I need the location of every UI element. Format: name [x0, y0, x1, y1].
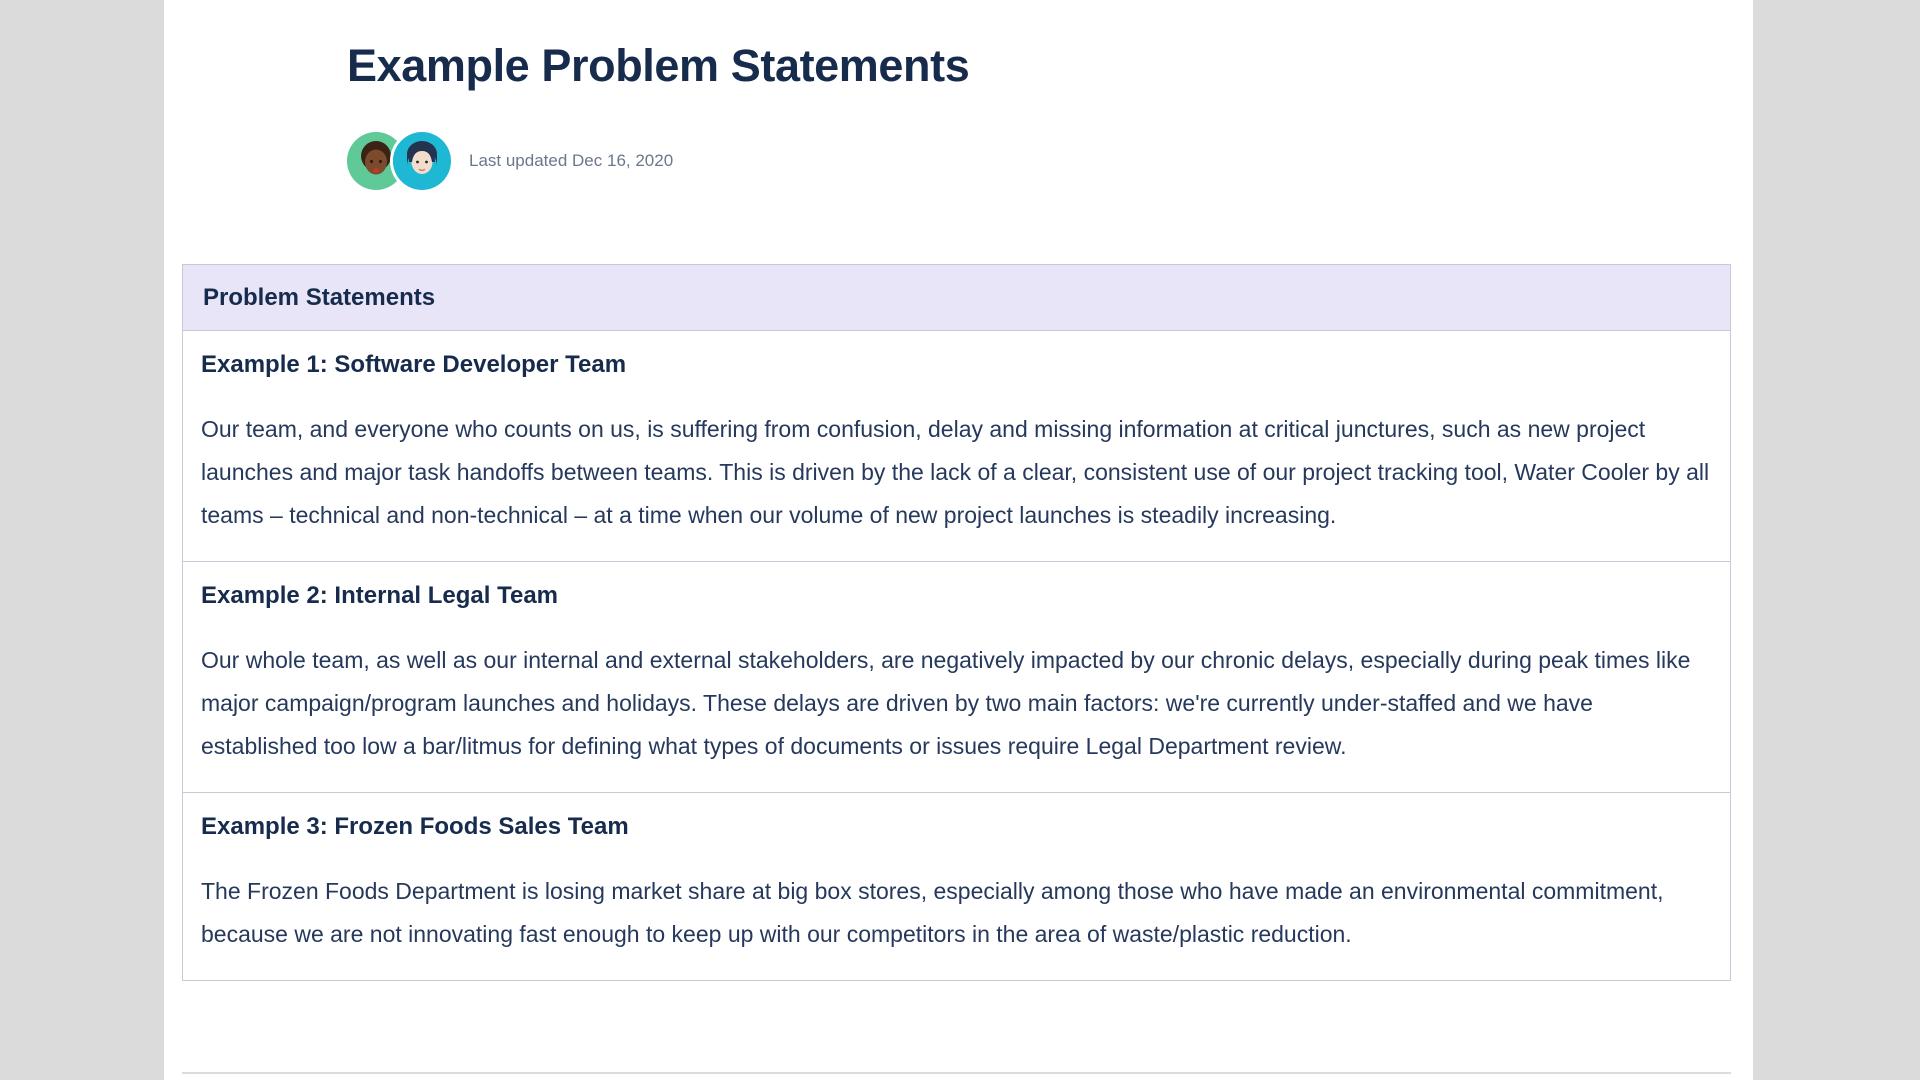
example-2-body: Our whole team, as well as our internal and external stakeholders, are negatively impacted by our chronic delays, especially during peak times like major campaign/program launches and holidays. These delays are driven by two main factors: we're currently under-staffed and we have established too low a bar/litmus for defining what types of documents or issues require Legal Department review. [201, 647, 1691, 759]
table-header-row [183, 265, 1731, 331]
example-1-heading: Example 1: Software Developer Team [201, 351, 627, 378]
example-3-body: The Frozen Foods Department is losing market share at big box stores, especially among those who have made an environmental commitment, because we are not innovating fast enough to keep up with our competitors in the area of waste/plastic reduction. [201, 878, 1664, 947]
table-row [183, 793, 1731, 981]
byline [347, 131, 673, 191]
example-2-heading: Example 2: Internal Legal Team [201, 582, 559, 609]
avatar-group [347, 132, 451, 190]
table-header-cell: Problem Statements [183, 265, 1731, 331]
contributor-avatar-2[interactable] [393, 132, 451, 190]
table-cell-example-3 [183, 793, 1731, 981]
problem-statements-table [182, 264, 1731, 981]
document-page [164, 0, 1753, 1080]
last-updated-text[interactable]: Last updated Dec 16, 2020 [469, 151, 674, 170]
page-title: Example Problem Statements [347, 40, 970, 91]
table-cell-example-1 [183, 331, 1731, 562]
table-row [183, 562, 1731, 793]
example-1-body: Our team, and everyone who counts on us, is suffering from confusion, delay and missing information at critical junctures, such as new project launches and major task handoffs between teams. This is driven by the lack of a clear, consistent use of our project tracking tool, Water Cooler by all teams – technical and non-technical – at a time when our volume of new project launches is steadily increasing. [201, 416, 1710, 528]
table-row [183, 331, 1731, 562]
person-teal-avatar-icon [393, 132, 451, 190]
example-3-heading: Example 3: Frozen Foods Sales Team [201, 813, 629, 840]
next-block-divider [182, 1072, 1731, 1074]
table-cell-example-2 [183, 562, 1731, 793]
